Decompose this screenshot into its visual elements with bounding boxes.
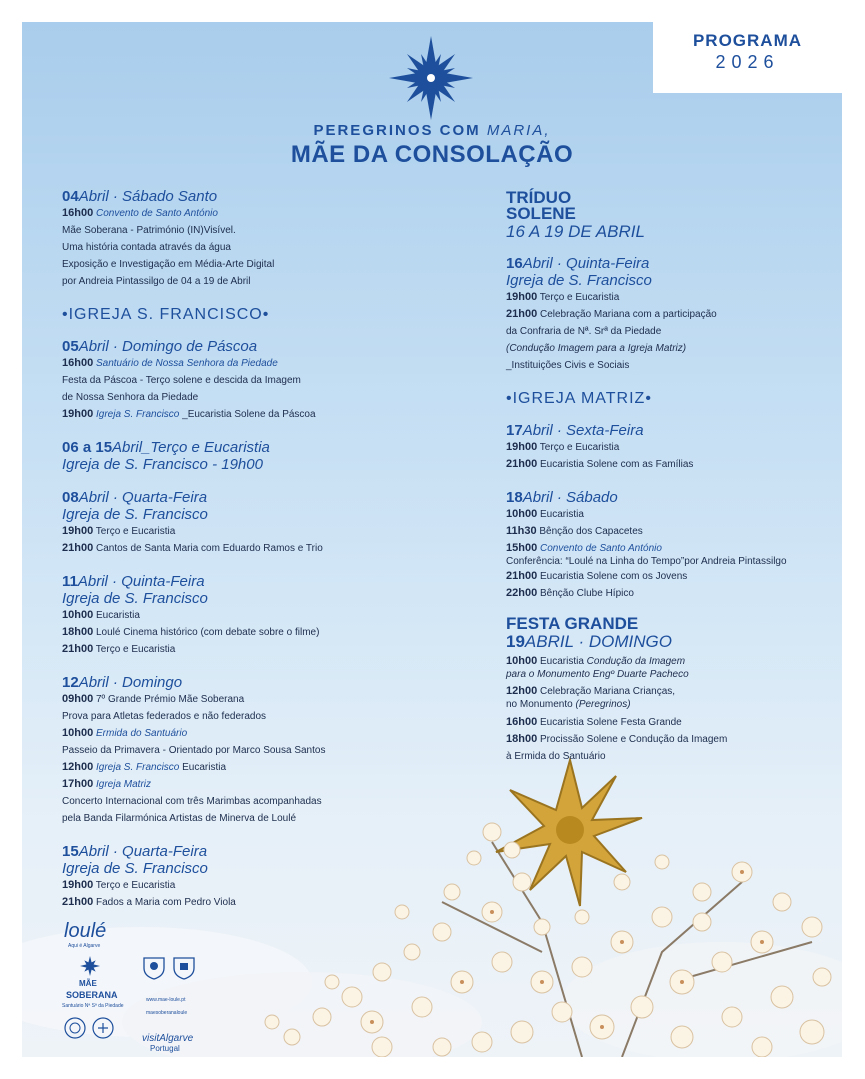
- parish-seal-icon: [92, 1017, 114, 1039]
- festa-grande-date: 19ABRIL · DOMINGO: [506, 632, 672, 651]
- facebook-link[interactable]: maesoberanaloule: [146, 1010, 188, 1016]
- poster: [22, 22, 842, 1057]
- left-column: [62, 188, 402, 927]
- mae-soberana-star-icon: [80, 956, 100, 976]
- section-igreja-matriz: •IGREJA MATRIZ•: [506, 390, 652, 407]
- event-05-abril: 05Abril · Domingo de Páscoa 16h00 Santuário de Nossa Senhora da Piedade Festa da Páscoa - Terço solene e descida da Imagem de Nossa Senhora da Piedade 19h00 Igreja S. Francisco _Eucaristia Solene da Páscoa: [62, 338, 316, 420]
- event-11-abril: 11Abril · Quinta-Feira Igreja de S. Francisco 10h00 Eucaristia 18h00 Loulé Cinema histórico (com debate sobre o filme) 21h00 Terço e Eucaristia: [62, 573, 320, 655]
- event-06-15-abril: 06 a 15Abril_Terço e Eucaristia Igreja de S. Francisco - 19h00: [62, 439, 270, 473]
- programa-badge: [653, 22, 842, 93]
- event-16-abril: 16Abril · Quinta-Feira Igreja de S. Francisco 19h00 Terço e Eucaristia 21h00 Celebração Mariana com a participação da Confraria de Nª. Srª da Piedade (Condução Imagem para a Igreja Matriz) _Instituições Civis e Sociais: [506, 255, 717, 371]
- compass-star-icon: [387, 34, 475, 122]
- triduo-dates: 16 A 19 DE ABRIL: [506, 222, 645, 241]
- parish-crest-icon: [172, 954, 196, 980]
- title-line-2: MÃE DA CONSOLAÇÃO: [290, 141, 574, 168]
- event-19-abril: 10h00 Eucaristia Condução da Imagem para o Monumento Engº Duarte Pacheco 12h00 Celebração Mariana Crianças, no Monumento (Peregrinos) 16h00 Eucaristia Solene Festa Grande 18h00 Procissão Solene e Condução da Imagem à Ermida do Santuário: [506, 655, 728, 762]
- event-04-abril: 04Abril · Sábado Santo 16h00 Convento de Santo António Mãe Soberana - Património (IN)Visível. Uma história contada através da água Exposição e Investigação em Média-Arte Digital por Andreia Pintassilgo de 04 a 19 de Abril: [62, 188, 275, 287]
- section-igreja-s-francisco: •IGREJA S. FRANCISCO•: [62, 306, 270, 323]
- loule-logo: loulé: [64, 920, 107, 942]
- mae-soberana-line1: MÃE: [79, 979, 97, 988]
- confraria-seal-icon: [64, 1017, 86, 1039]
- visit-algarve-portugal: Portugal: [150, 1044, 180, 1053]
- right-column: [506, 190, 836, 781]
- mae-soberana-line2: SOBERANA: [66, 990, 118, 1000]
- triduo-title: TRÍDUO: [506, 188, 572, 207]
- badge-year: 2026: [715, 52, 780, 72]
- event-08-abril: 08Abril · Quarta-Feira Igreja de S. Francisco 19h00 Terço e Eucaristia 21h00 Cantos de Santa Maria com Eduardo Ramos e Trio: [62, 489, 323, 554]
- event-18-abril: 18Abril · Sábado 10h00 Eucaristia 11h30 Bênção dos Capacetes 15h00 Convento de Santo António Conferência: “Loulé na Linha do Tempo”por Andreia Pintassilgo 21h00 Eucaristia Solene com os Jovens 22h00 Bênção Clube Hípico: [506, 489, 787, 599]
- solene-title: SOLENE: [506, 204, 576, 223]
- loule-logo-sub: Aqui é Algarve: [68, 943, 101, 949]
- event-17-abril: 17Abril · Sexta-Feira 19h00 Terço e Eucaristia 21h00 Eucaristia Solene com as Famílias: [506, 422, 694, 470]
- event-15-abril: 15Abril · Quarta-Feira Igreja de S. Francisco 19h00 Terço e Eucaristia 21h00 Fados a Maria com Pedro Viola: [62, 843, 236, 908]
- municipal-crest-icon: [142, 954, 166, 980]
- festa-grande-title: FESTA GRANDE: [506, 614, 639, 633]
- website-link[interactable]: www.mae-loule.pt: [146, 997, 186, 1003]
- visit-algarve-logo: visitAlgarve: [142, 1033, 194, 1044]
- title-line-1: PEREGRINOS COM MARIA,: [313, 122, 551, 139]
- mae-soberana-line3: Santuário Nª Sª da Piedade: [62, 1003, 124, 1009]
- badge-label: PROGRAMA: [692, 31, 803, 50]
- event-12-abril: 12Abril · Domingo 09h00 7º Grande Prémio Mãe Soberana Prova para Atletas federados e não federados 10h00 Ermida do Santuário Passeio da Primavera - Orientado por Marco Sousa Santos 12h00 Igreja S. Francisco Eucaristia 17h00 Igreja Matriz Concerto Internacional com três Marimbas acompanhadas pela Banda Filarmónica Artistas de Minerva de Loulé: [62, 674, 326, 824]
